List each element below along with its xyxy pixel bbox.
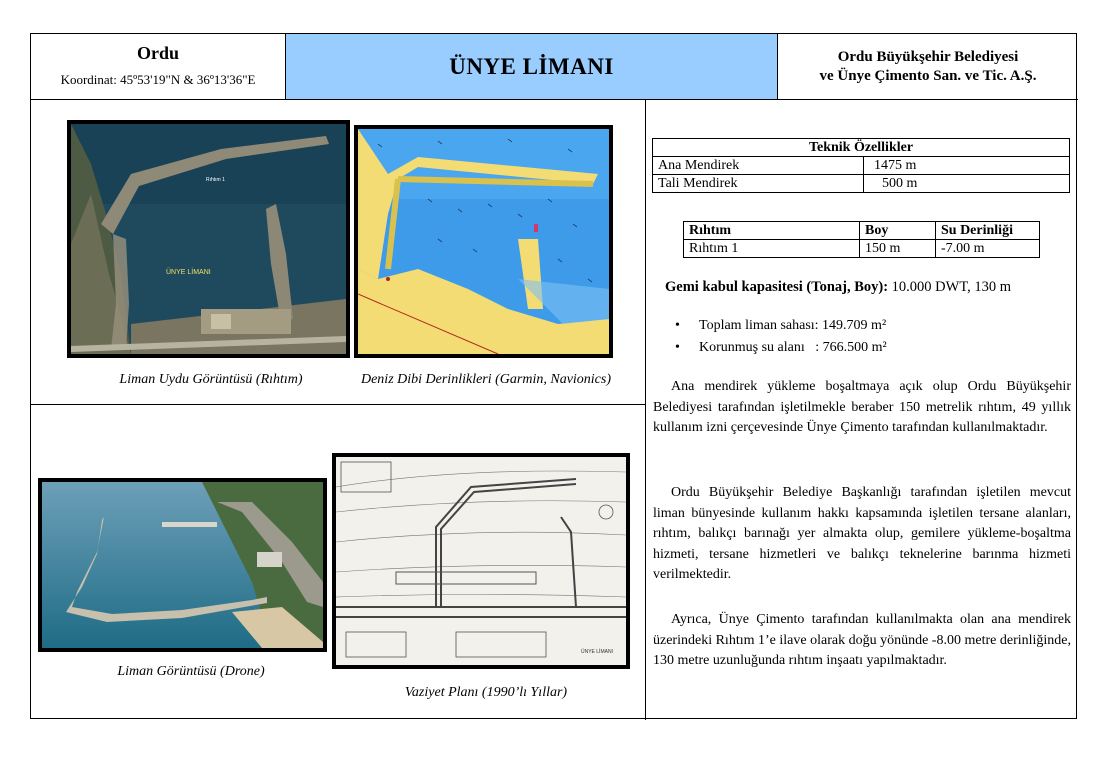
port-info-sheet [30,33,1077,719]
column-divider [645,100,646,720]
bullet-text: Korunmuş su alanı : 766.500 m² [699,340,887,355]
capacity-value: 10.000 DWT, 130 m [891,279,1012,295]
tech-value: 500 m [864,175,1070,193]
berth-header: Su Derinliği [936,222,1040,240]
berth-cell: 150 m [860,240,936,258]
tech-table-heading: Teknik Özellikler [653,139,1070,157]
berth-table [683,221,1040,258]
berth-cell: Rıhtım 1 [684,240,860,258]
tech-name: Tali Mendirek [653,175,864,193]
operator-line-2: ve Ünye Çimento San. ve Tic. A.Ş. [819,67,1037,84]
list-item [675,340,887,356]
depth-chart-image [354,125,613,358]
technical-specs-table [652,138,1070,193]
satellite-port-label: ÜNYE LİMANI [166,269,211,276]
table-row [653,157,1070,175]
berth-header: Boy [860,222,936,240]
city-name: Ordu [136,43,179,63]
page-title: ÜNYE LİMANI [449,53,614,79]
berth-cell: -7.00 m [936,240,1040,258]
header-operator [778,34,1078,100]
satellite-berth-label: Rıhtım 1 [206,177,225,183]
berth-header: Rıhtım [684,222,860,240]
paragraph: Ayrıca, Ünye Çimento tarafından kullanılmakta olan ana mendirek üzerindeki Rıhtım 1’e ilave olarak doğu yönünde -8.00 metre derinliğinde, 130 metre uzunluğunda rıhtım inşaatı yapılmaktadır. [653,612,1071,668]
image-row-divider [31,404,645,405]
bullet-text: Toplam liman sahası: 149.709 m² [699,318,887,333]
list-item [675,318,886,334]
capacity-label: Gemi kabul kapasitesi (Tonaj, Boy): [665,279,889,295]
drone-image [38,478,327,652]
table-row [653,175,1070,193]
tech-name: Ana Mendirek [653,157,864,175]
operator-name [820,48,1037,86]
site-plan-image [332,453,630,669]
site-plan-caption: Vaziyet Planı (1990’lı Yıllar) [404,685,568,700]
paragraph: Ordu Büyükşehir Belediye Başkanlığı tarafından işletilen mevcut liman bünyesinde kullanım hakkı kapsamında işletilen tersane alanları, rıhtım, balıkçı barınağı yer almakta olup, gemilere yükleme-boşaltma hizmeti, tersane hizmetleri ve balıkçı teknelerine barınma hizmeti verilmektedir. [653,485,1071,582]
bullet-icon: • [675,340,680,355]
header-title [286,34,778,100]
coordinates: Koordinat: 45º53'19"N & 36º13'36"E [60,72,256,87]
satellite-image [67,120,350,358]
paragraph: Ana mendirek yükleme boşaltmaya açık olup Ordu Büyükşehir Belediyesi tarafından işletilmekle beraber 150 metrelik rıhtım, 49 yıllık kullanım izni çerçevesinde Ünye Çimento tarafından kullanılmaktadır. [653,379,1071,435]
satellite-caption: Liman Uydu Görüntüsü (Rıhtım) [119,372,303,387]
operator-line-1: Ordu Büyükşehir Belediyesi [837,48,1019,65]
ship-capacity [665,279,1011,296]
tech-value: 1475 m [864,157,1070,175]
drone-caption: Liman Görüntüsü (Drone) [117,664,265,679]
chart-caption: Deniz Dibi Derinlikleri (Garmin, Navionics) [360,372,612,387]
site-plan-label: ÜNYE LİMANI [581,649,613,655]
header-location [31,34,286,100]
table-row [684,240,1040,258]
bullet-icon: • [675,318,680,333]
